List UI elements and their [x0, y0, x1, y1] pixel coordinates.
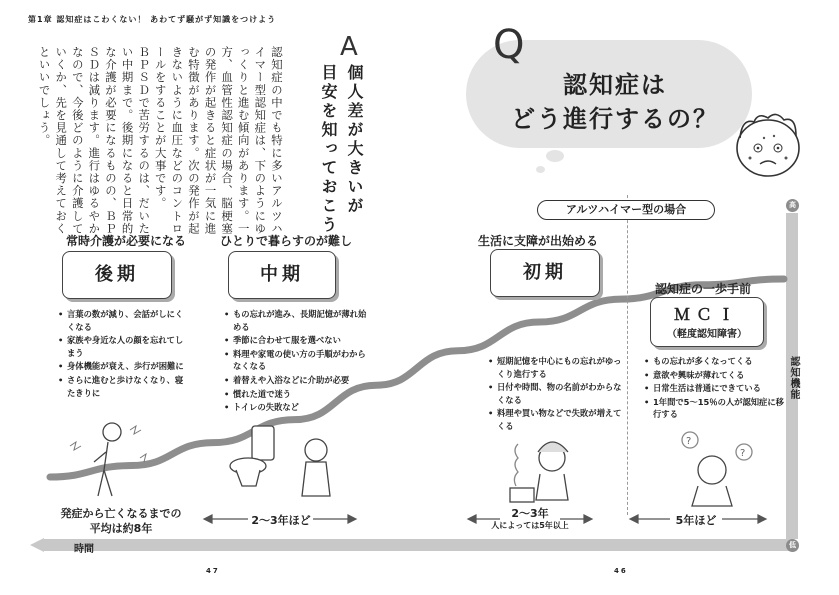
svg-text:?: ? — [686, 436, 692, 447]
early-stage-points — [488, 355, 628, 434]
middle-point-1: • もの忘れが進み、長期記憶が薄れ始める — [224, 308, 374, 333]
elderly-woman-confused-illustration — [682, 432, 752, 506]
mci-point-3: • 日常生活は普通にできている — [644, 382, 784, 395]
stove-illustration — [510, 444, 534, 502]
axis-high-marker: 高 — [786, 199, 799, 212]
mci-heading: 認知症の一歩手前 — [654, 282, 751, 296]
early-point-1: • 短期記憶を中心にもの忘れがゆっくり進行する — [488, 355, 628, 380]
late-point-1: • 言葉の数が減り、会話がしにくくなる — [58, 308, 188, 333]
woman-headscarf-illustration — [536, 442, 568, 500]
middle-point-5: • 慣れた道で迷う — [224, 388, 374, 401]
mci-point-4: • 1年間で5〜15％の人が認知症に移行する — [644, 396, 784, 421]
early-point-3: • 料理や買い物などで失敗が増えてくる — [488, 407, 628, 432]
time-axis-arrow — [30, 538, 44, 552]
early-stage-heading: 生活に支障が出始める — [478, 234, 599, 248]
early-duration: 2〜3年 — [511, 507, 549, 520]
middle-stage-heading: ひとりで暮らすのが難し — [219, 234, 352, 248]
chapter-header: 第1章 認知症はこわくない！ あわてず騒がず知識をつけよう — [28, 15, 277, 24]
mci-box — [650, 297, 764, 347]
mci-points — [644, 355, 784, 422]
axis-low-marker: 低 — [786, 539, 799, 552]
question-letter: Q — [493, 22, 525, 68]
svg-text:?: ? — [740, 448, 746, 459]
middle-point-4: • 着替えや入浴などに介助が必要 — [224, 374, 374, 387]
time-axis — [44, 539, 792, 551]
middle-point-2: • 季節に合わせて服を選べない — [224, 334, 374, 347]
late-point-4: • さらに進むと歩けなくなり、寝たきりに — [58, 374, 188, 399]
late-point-3: • 身体機能が衰え、歩行が困難に — [58, 360, 188, 373]
person-walking-illustration — [94, 423, 121, 496]
early-stage-box: 初期 — [490, 249, 600, 297]
middle-point-3: • 料理や家電の使い方の手順がわからなくなる — [224, 348, 374, 373]
page-number-left: 47 — [206, 567, 220, 575]
cognitive-function-label: 認知機能 — [788, 356, 799, 400]
question-line-1: 認知症は — [563, 71, 667, 99]
time-axis-label: 時間 — [74, 544, 94, 555]
mci-subtitle: （軽度認知障害） — [667, 329, 747, 340]
middle-stage-box: 中期 — [228, 251, 336, 299]
alzheimer-type-label: アルツハイマー型の場合 — [537, 200, 715, 220]
mci-title: ＭＣＩ — [673, 305, 740, 324]
late-stage-heading: 常時介護が必要になる — [65, 234, 186, 248]
mci-point-2: • 意欲や興味が薄れてくる — [644, 369, 784, 382]
middle-duration: 2〜3年ほど — [251, 514, 311, 527]
answer-title-line-1: 個人差が大きいが — [345, 64, 364, 216]
middle-point-6: • トイレの失敗など — [224, 401, 374, 414]
early-duration-note: 人によっては5年以上 — [491, 521, 569, 530]
onset-to-death-note — [56, 506, 186, 536]
toilet-illustration — [230, 426, 274, 486]
late-stage-points — [58, 308, 188, 400]
middle-stage-points — [224, 308, 374, 415]
onset-line-2: 平均は約8年 — [89, 522, 153, 535]
late-point-2: • 家族や身近な人の顔を忘れてしまう — [58, 334, 188, 359]
page-number-right: 46 — [614, 567, 628, 575]
body-paragraph-1: 認知症の中でも特に多いアルツハイマー型認知症は、下のようにゆっくりと進む傾向があります。一方、血管性認知症の場合、脳梗塞の発作が起きると症状が一気に進む特徴があります。次の発作が起きないように血圧などのコントロールをすることが大事です。 — [153, 46, 284, 235]
answer-letter: A — [340, 32, 358, 62]
mci-duration: 5年ほど — [675, 514, 717, 527]
early-point-2: • 日付や時間、物の名前がわからなくなる — [488, 381, 628, 406]
answer-title-line-2: 目安を知っておこう — [319, 64, 338, 235]
mci-point-1: • もの忘れが多くなってくる — [644, 355, 784, 368]
body-paragraph-2: ＢＰＳＤで苦労するのは、だいたい中期まで。後期になると日常的な介護が必要になるものの、ＢＰＳＤは減ります。進行はゆるやかなので、今後どのように介護していくか、先を見通して考えておくといいでしょう。 — [37, 46, 152, 235]
onset-line-1: 発症から亡くなるまでの — [60, 507, 182, 520]
question-line-2: どう進行するの？ — [511, 105, 719, 133]
late-stage-box: 後期 — [62, 251, 172, 299]
elderly-man-illustration — [302, 439, 330, 496]
